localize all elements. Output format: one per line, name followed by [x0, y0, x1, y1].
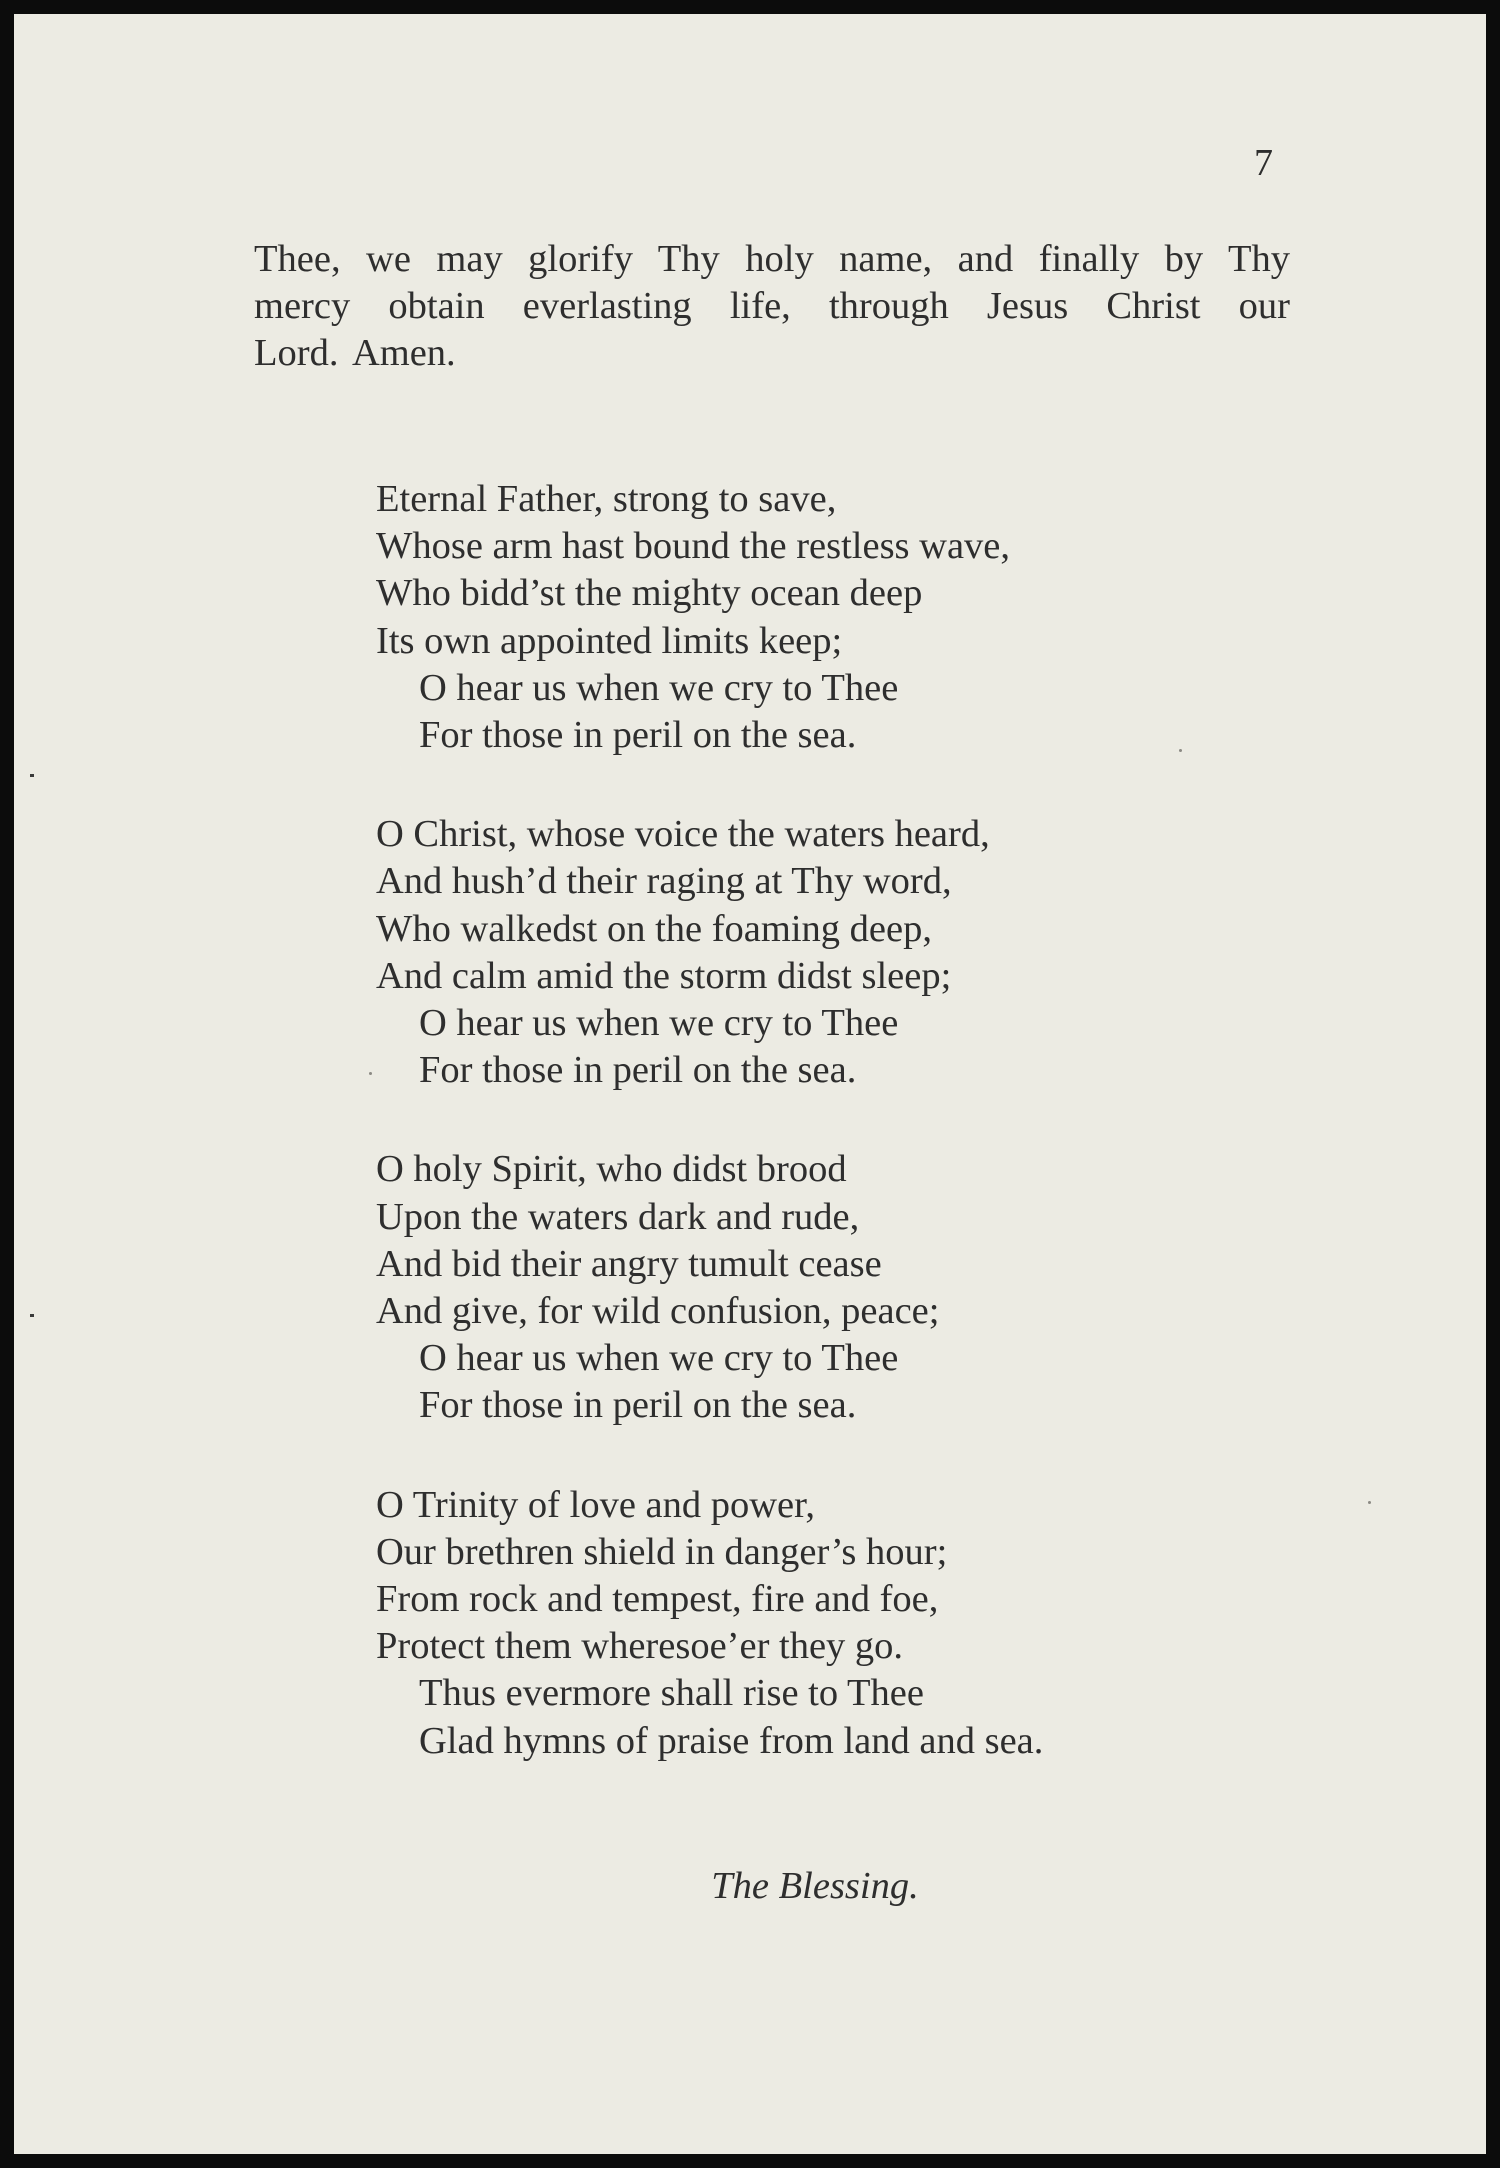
- refrain-line: O hear us when we cry to Thee: [419, 1002, 899, 1045]
- refrain-line: For those in peril on the sea.: [419, 714, 857, 757]
- book-page: [14, 14, 1486, 2154]
- hymn: [376, 476, 1043, 1817]
- verse-line: Whose arm hast bound the restless wave,: [376, 525, 1011, 568]
- prayer-line: mercy obtain everlasting life, through Jesus Christ our: [254, 285, 1290, 327]
- verse-line: O holy Spirit, who didst brood: [376, 1148, 847, 1191]
- refrain-line: For those in peril on the sea.: [419, 1049, 857, 1092]
- verse-line: Who bidd’st the mighty ocean deep: [376, 572, 923, 615]
- verse-line: Its own appointed limits keep;: [376, 619, 843, 662]
- paper-speck: [1368, 1501, 1371, 1504]
- refrain-line: O hear us when we cry to Thee: [419, 1337, 899, 1380]
- paper-speck: [1179, 749, 1182, 752]
- binding-mark: [30, 1314, 34, 1317]
- prayer-line: Lord. Amen.: [254, 332, 456, 374]
- blessing-heading: The Blessing.: [711, 1865, 919, 1907]
- verse-line: And give, for wild confusion, peace;: [376, 1290, 940, 1333]
- hymn-stanza: [376, 476, 1043, 759]
- refrain-line: For those in peril on the sea.: [419, 1384, 857, 1427]
- verse-line: And hush’d their raging at Thy word,: [376, 860, 952, 903]
- refrain-line: Glad hymns of praise from land and sea.: [419, 1719, 1044, 1762]
- verse-line: O Christ, whose voice the waters heard,: [376, 813, 990, 856]
- verse-line: And calm amid the storm didst sleep;: [376, 954, 952, 997]
- verse-line: Eternal Father, strong to save,: [376, 478, 837, 520]
- hymn-stanza: [376, 1482, 1043, 1765]
- prayer-line: Thee, we may glorify Thy holy name, and finally by Thy: [254, 238, 1290, 280]
- verse-line: O Trinity of love and power,: [376, 1483, 816, 1526]
- prayer-ending: [254, 236, 1290, 377]
- page-number: 7: [1254, 142, 1273, 184]
- verse-line: Our brethren shield in danger’s hour;: [376, 1530, 948, 1573]
- refrain-line: O hear us when we cry to Thee: [419, 666, 899, 709]
- verse-line: Upon the waters dark and rude,: [376, 1195, 860, 1238]
- binding-mark: [30, 774, 34, 777]
- paper-speck: [369, 1072, 372, 1075]
- refrain-line: Thus evermore shall rise to Thee: [419, 1672, 924, 1715]
- verse-line: From rock and tempest, fire and foe,: [376, 1578, 939, 1621]
- verse-line: Who walkedst on the foaming deep,: [376, 907, 932, 950]
- hymn-stanza: [376, 1146, 1043, 1429]
- verse-line: And bid their angry tumult cease: [376, 1242, 882, 1285]
- hymn-stanza: [376, 811, 1043, 1094]
- verse-line: Protect them wheresoe’er they go.: [376, 1625, 904, 1668]
